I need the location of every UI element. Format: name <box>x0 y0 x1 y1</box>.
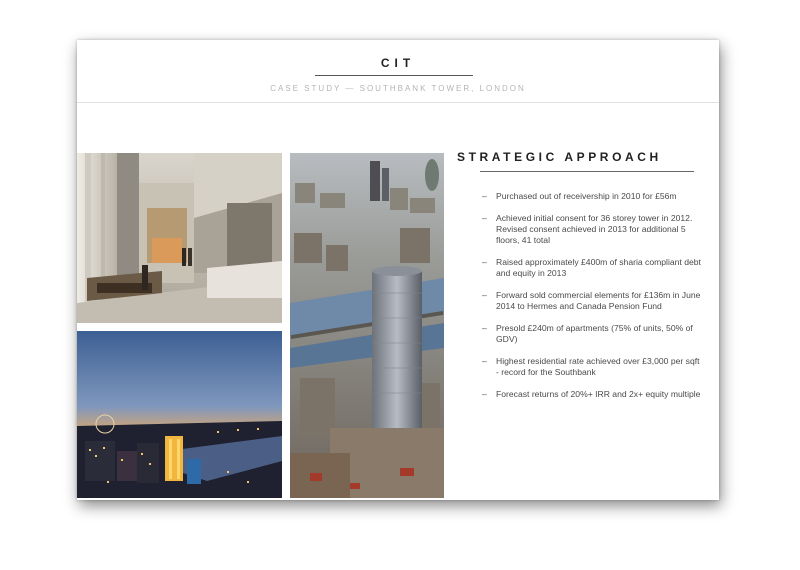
strategic-approach-title: STRATEGIC APPROACH <box>457 150 662 164</box>
list-item: – Forward sold commercial elements for £136m in June 2014 to Hermes and Canada Pension Fund <box>482 290 701 311</box>
header-divider <box>77 102 719 103</box>
strategic-approach-list <box>482 191 704 411</box>
list-item: – Purchased out of receivership in 2010 for £56m <box>482 191 677 201</box>
southbank-tower-aerial-photo <box>290 153 444 498</box>
list-item: – Highest residential rate achieved over £3,000 per sqft - record for the Southbank <box>482 356 700 377</box>
case-study-page <box>77 40 719 500</box>
case-study-subtitle: CASE STUDY — SOUTHBANK TOWER, LONDON <box>270 84 526 93</box>
strategic-approach-divider <box>480 171 694 172</box>
brand-divider <box>315 75 473 76</box>
london-night-skyline-photo <box>77 331 282 498</box>
list-item: – Presold £240m of apartments (75% of units, 50% of GDV) <box>482 323 693 344</box>
list-item: – Forecast returns of 20%+ IRR and 2x+ equity multiple <box>482 389 701 399</box>
list-item: – Achieved initial consent for 36 storey tower in 2012. Revised consent achieved in 2013 for additional 5 floors, 41 total <box>482 213 693 245</box>
list-item: – Raised approximately £400m of sharia compliant debt and equity in 2013 <box>482 257 701 278</box>
lobby-interior-photo <box>77 153 282 323</box>
brand-title: CIT <box>380 56 416 70</box>
